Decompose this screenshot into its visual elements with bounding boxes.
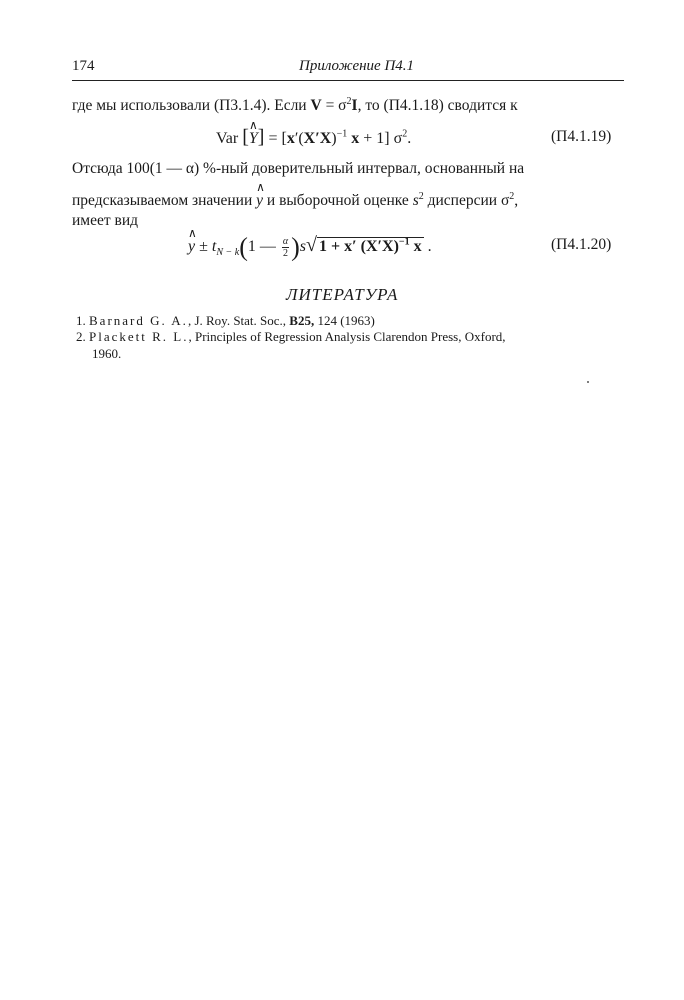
ref-text: 124 (1963) [314, 313, 375, 328]
vector-x: x [347, 130, 360, 147]
paren: ) [331, 130, 337, 147]
text-segment: дисперсии σ [423, 192, 510, 210]
fraction-alpha-half [282, 236, 289, 259]
equation-number-2: (П4.1.20) [551, 236, 612, 253]
ref-marker: 1. [76, 313, 86, 328]
fraction-numerator: α [282, 235, 289, 247]
text-segment: предсказываемом значении [72, 192, 257, 210]
paren: ( [298, 130, 304, 147]
reference-2 [76, 329, 506, 345]
ref-marker: 2. [76, 329, 86, 344]
text-segment: = σ [321, 97, 347, 115]
equation-2: ∧ $y \pm t_{N - k}(1$ — $\frac{\alpha}{2}$ )s√ 1 + x′ $(X'X)^{-1}$ x . [188, 234, 432, 259]
paragraph-line-4 [72, 212, 138, 230]
eq-segment: 1 + x′ (X′X) [319, 238, 399, 255]
superscript: 2 [346, 96, 352, 107]
y-hat-symbol: ∧ y [256, 192, 263, 210]
eq-segment: 1 — [247, 238, 280, 255]
ref-volume: B25, [289, 313, 315, 328]
superscript: 2 [418, 191, 424, 202]
sqrt-radicand [317, 237, 424, 255]
plus-minus: ± [195, 238, 212, 255]
ref-author: Plackett R. L. [89, 329, 189, 344]
page-header [72, 58, 624, 82]
symbol-V: V [310, 97, 322, 115]
text-segment: имеет вид [72, 212, 139, 229]
reference-1 [76, 313, 375, 329]
paragraph-line-1 [72, 96, 518, 115]
ref-text: , Principles of Regression Analysis Clarendon Press, Oxford, [188, 329, 506, 344]
header-rule [72, 80, 624, 81]
equation-number-1: (П4.1.19) [551, 128, 612, 145]
eq-segment: = [ [264, 130, 287, 147]
prime-mark: ′ [294, 130, 299, 147]
symbol-I: I [351, 97, 358, 115]
paragraph-line-3 [72, 191, 518, 210]
speck [587, 381, 589, 383]
var-operator: Var [216, 130, 243, 147]
superscript: 2 [509, 191, 515, 202]
text-segment: , [514, 192, 519, 210]
symbol-t: t [211, 238, 217, 255]
sqrt-sign: √ [306, 234, 318, 256]
eq-segment: . [407, 130, 412, 147]
y-hat-symbol: ∧ y [188, 238, 195, 256]
vector-x: x [409, 238, 422, 255]
text-segment: где мы использовали (П3.1.4). Если [72, 97, 311, 115]
eq-segment: . [423, 238, 432, 255]
matrix-XX: X′X [303, 130, 332, 147]
ref-author: Barnard G. A. [89, 313, 188, 328]
page-number: 174 [72, 58, 95, 74]
ref-year: 1960. [92, 346, 122, 361]
symbol-s: s [412, 192, 419, 210]
subscript-n-k: N − k [216, 247, 240, 259]
eq-segment: + 1] σ [359, 130, 403, 147]
y-hat-symbol: ∧ Y [249, 130, 258, 148]
running-title: Приложение П4.1 [299, 58, 415, 74]
reference-2-continuation [92, 346, 121, 362]
text-segment: , то (П4.1.18) сводится к [357, 97, 518, 115]
text-segment: и выборочной оценке [263, 192, 413, 210]
equation-1: Var [∧ $Y] = [x'(X'X)^{-1}$ x + 1] $\sigma^2$. [216, 126, 411, 149]
inverse-exponent: −1 [398, 236, 410, 248]
ref-text: , J. Roy. Stat. Soc., [187, 313, 290, 328]
inverse-exponent: −1 [336, 128, 348, 140]
vector-x: x [286, 130, 295, 147]
superscript: 2 [402, 128, 408, 140]
text-segment: Отсюда 100(1 — α) %-ный доверительный интервал, основанный на [72, 160, 525, 177]
fraction-denominator: 2 [283, 247, 288, 259]
symbol-s: s [299, 238, 307, 255]
paragraph-line-2 [72, 160, 524, 178]
references-heading: ЛИТЕРАТУРА [286, 285, 399, 304]
